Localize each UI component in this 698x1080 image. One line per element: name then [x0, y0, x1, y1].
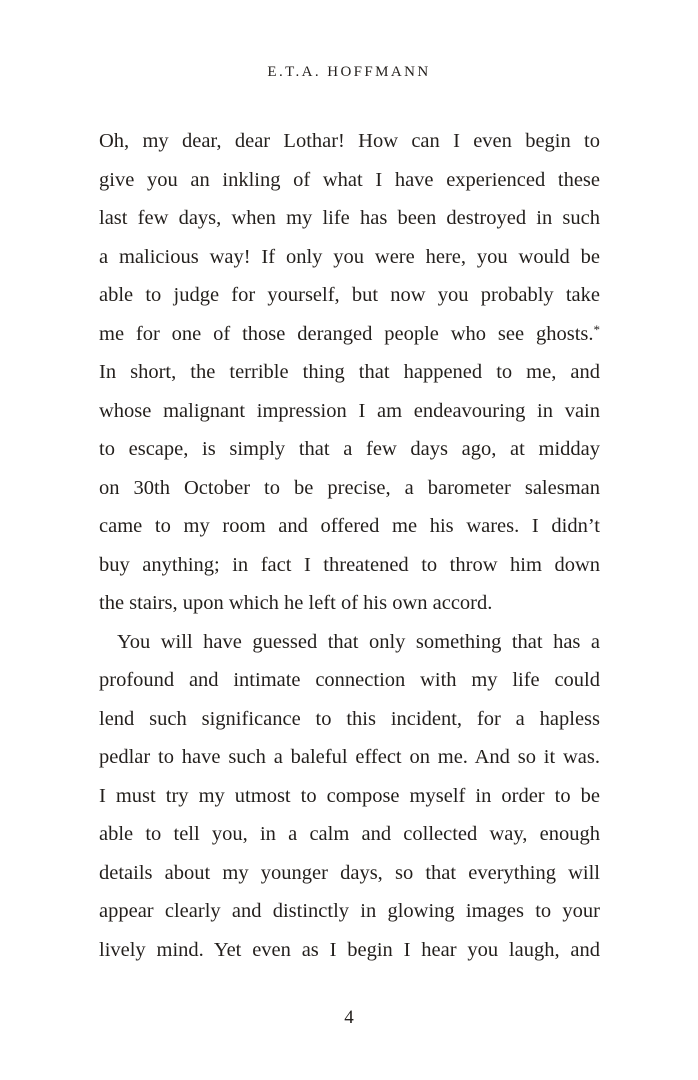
text-line: give you an inkling of what I have experienced these	[99, 168, 600, 191]
running-head: E.T.A. HOFFMANN	[267, 64, 431, 80]
text-line-with-footnote	[99, 315, 600, 354]
text-line: lively mind. Yet even as I begin I hear you laugh, and	[99, 938, 600, 961]
text-line: pedlar to have such a baleful effect on me. And so it was.	[99, 746, 600, 768]
text-line: buy anything; in fact I threatened to throw him down	[99, 553, 600, 576]
footnote-mark: *	[593, 321, 600, 337]
text-line: appear clearly and distinctly in glowing images to your	[99, 900, 600, 922]
page-number: 4	[344, 1007, 354, 1028]
text-line: In short, the terrible thing that happened to me, and	[99, 361, 600, 383]
text-line: came to my room and offered me his wares. I didn’t	[99, 515, 600, 537]
text-line: able to judge for yourself, but now you probably take	[99, 284, 600, 306]
text-line: You will have guessed that only something that has a	[117, 630, 600, 653]
text-line: Oh, my dear, dear Lothar! How can I even begin to	[99, 130, 600, 152]
text-line: details about my younger days, so that everything will	[99, 861, 600, 884]
body-text	[99, 122, 600, 969]
text-line: a malicious way! If only you were here, you would be	[99, 245, 600, 268]
text-line: I must try my utmost to compose myself in order to be	[99, 784, 600, 807]
text-line: last few days, when my life has been destroyed in such	[99, 207, 600, 229]
text-line: able to tell you, in a calm and collected way, enough	[99, 823, 600, 845]
text-line: lend such significance to this incident, for a hapless	[99, 707, 600, 730]
text-line: to escape, is simply that a few days ago, at midday	[99, 438, 600, 460]
text-line: the stairs, upon which he left of his own accord.	[99, 592, 493, 614]
text-line-content: me for one of those deranged people who see ghosts.	[99, 322, 594, 345]
text-line: on 30th October to be precise, a barometer salesman	[99, 476, 600, 499]
text-line: whose malignant impression I am endeavouring in vain	[99, 399, 600, 422]
text-line: profound and intimate connection with my life could	[99, 669, 600, 691]
